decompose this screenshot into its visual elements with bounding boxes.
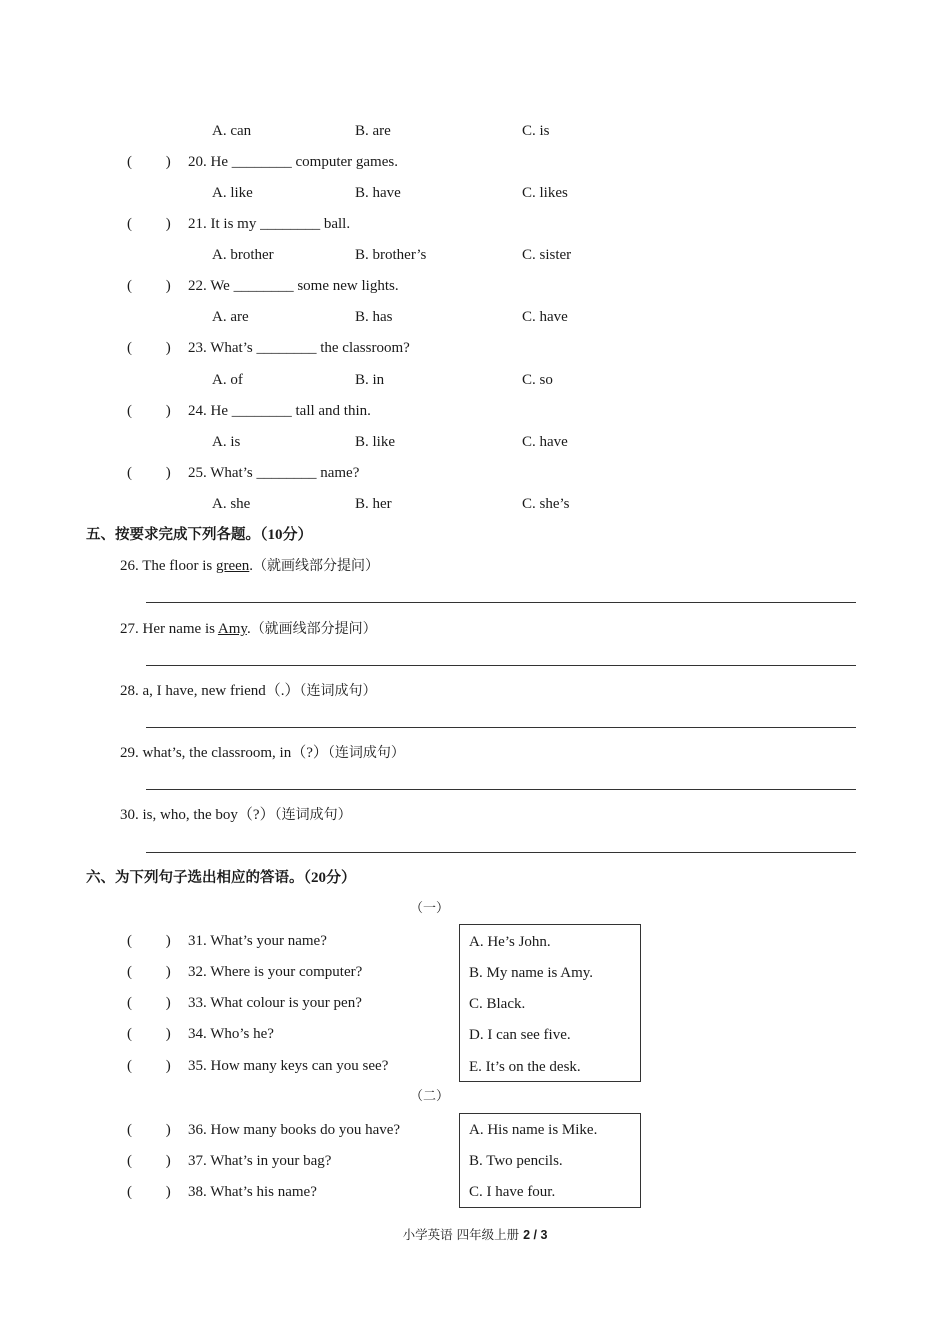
- question-35: 35. How many keys can you see?: [188, 1058, 389, 1074]
- answer-blank[interactable]: ( ): [127, 154, 171, 170]
- answer-blank[interactable]: ( ): [127, 216, 171, 232]
- answer-option-d: D. I can see five.: [469, 1027, 571, 1043]
- question-36: 36. How many books do you have?: [188, 1122, 401, 1138]
- answer-blank[interactable]: ( ): [127, 1184, 171, 1200]
- question-32: 32. Where is your computer?: [188, 964, 363, 980]
- answer-blank[interactable]: ( ): [127, 1058, 171, 1074]
- question-prompt: 22. We ________ some new lights.: [188, 278, 399, 294]
- option-a[interactable]: A. are: [212, 309, 249, 325]
- answer-blank[interactable]: ( ): [127, 340, 171, 356]
- option-b[interactable]: B. like: [355, 434, 395, 450]
- q27-punct: .: [246, 621, 251, 637]
- question-38: 38. What’s his name?: [188, 1184, 317, 1200]
- question-prompt: 21. It is my ________ ball.: [188, 216, 351, 232]
- q26-punct: .: [249, 558, 254, 574]
- answer-blank[interactable]: ( ): [127, 278, 171, 294]
- answer-blank[interactable]: ( ): [127, 465, 171, 481]
- answer-option-c: C. Black.: [469, 996, 526, 1012]
- option-c[interactable]: C. she’s: [522, 496, 570, 512]
- q30-text: 30. is, who, the boy（?）: [120, 807, 275, 823]
- q27-note: （就画线部分提问）: [250, 621, 377, 637]
- q29-note: （连词成句）: [327, 745, 405, 761]
- question-28: [120, 681, 377, 701]
- question-prompt: 23. What’s ________ the classroom?: [188, 340, 410, 356]
- group-1-label: （一）: [410, 901, 450, 916]
- question-27: [120, 619, 377, 639]
- answer-blank[interactable]: ( ): [127, 964, 171, 980]
- question-31: 31. What’s your name?: [188, 933, 327, 949]
- q27-underlined-word: Amy: [217, 621, 247, 637]
- question-prompt: 25. What’s ________ name?: [188, 465, 360, 481]
- q29-text: 29. what’s, the classroom, in（?）: [120, 745, 328, 761]
- answer-blank[interactable]: ( ): [127, 933, 171, 949]
- option-b[interactable]: B. has: [355, 309, 393, 325]
- group-1-answer-box: [459, 924, 641, 1082]
- section-6-title: 六、为下列句子选出相应的答语。: [86, 870, 304, 886]
- answer-line-27[interactable]: [146, 665, 856, 666]
- option-b[interactable]: B. brother’s: [355, 247, 427, 263]
- q28-text: 28. a, I have, new friend（.）: [120, 683, 300, 699]
- question-prompt: 20. He ________ computer games.: [188, 154, 398, 170]
- q26-text: 26. The floor is: [120, 558, 216, 574]
- option-c[interactable]: C. sister: [522, 247, 572, 263]
- section-5-heading: [86, 525, 313, 545]
- q30-note: （连词成句）: [274, 807, 352, 823]
- answer-line-30[interactable]: [146, 852, 856, 853]
- q19-option-b[interactable]: B. are: [355, 123, 391, 139]
- answer-blank[interactable]: ( ): [127, 1153, 171, 1169]
- answer-blank[interactable]: ( ): [127, 1026, 171, 1042]
- page-number: 2 / 3: [523, 1228, 548, 1242]
- answer-blank[interactable]: ( ): [127, 403, 171, 419]
- q28-note: （连词成句）: [299, 683, 377, 699]
- option-c[interactable]: C. have: [522, 434, 568, 450]
- answer-blank[interactable]: ( ): [127, 995, 171, 1011]
- option-a[interactable]: A. brother: [212, 247, 274, 263]
- question-26: [120, 556, 379, 576]
- option-c[interactable]: C. so: [522, 372, 553, 388]
- section-6-heading: [86, 868, 356, 888]
- q19-option-c[interactable]: C. is: [522, 123, 550, 139]
- option-a[interactable]: A. of: [212, 372, 243, 388]
- question-29: [120, 743, 405, 763]
- option-b[interactable]: B. have: [355, 185, 401, 201]
- option-c[interactable]: C. likes: [522, 185, 568, 201]
- question-33: 33. What colour is your pen?: [188, 995, 362, 1011]
- answer-option-c: C. I have four.: [469, 1184, 556, 1200]
- answer-option-e: E. It’s on the desk.: [469, 1059, 581, 1075]
- answer-line-26[interactable]: [146, 602, 856, 603]
- question-prompt: 24. He ________ tall and thin.: [188, 403, 371, 419]
- question-30: [120, 805, 352, 825]
- answer-blank[interactable]: ( ): [127, 1122, 171, 1138]
- answer-option-b: B. Two pencils.: [469, 1153, 563, 1169]
- option-b[interactable]: B. in: [355, 372, 385, 388]
- section-6-score: （20分）: [303, 870, 357, 886]
- question-37: 37. What’s in your bag?: [188, 1153, 332, 1169]
- answer-line-29[interactable]: [146, 789, 856, 790]
- option-a[interactable]: A. she: [212, 496, 251, 512]
- q19-option-a[interactable]: A. can: [212, 123, 252, 139]
- group-2-label: （二）: [410, 1089, 450, 1104]
- section-5-score: （10分）: [260, 527, 313, 543]
- q26-underlined-word: green: [215, 558, 250, 574]
- page-footer: [0, 1225, 950, 1245]
- answer-option-b: B. My name is Amy.: [469, 965, 594, 981]
- option-b[interactable]: B. her: [355, 496, 392, 512]
- footer-text: 小学英语 四年级上册: [402, 1227, 520, 1242]
- section-5-title: 五、按要求完成下列各题。: [86, 527, 260, 543]
- option-a[interactable]: A. is: [212, 434, 241, 450]
- question-34: 34. Who’s he?: [188, 1026, 274, 1042]
- answer-option-a: A. He’s John.: [469, 934, 551, 950]
- option-a[interactable]: A. like: [212, 185, 253, 201]
- answer-option-a: A. His name is Mike.: [469, 1122, 598, 1138]
- group-2-answer-box: [459, 1113, 641, 1208]
- option-c[interactable]: C. have: [522, 309, 568, 325]
- q27-text: 27. Her name is: [120, 621, 218, 637]
- q26-note: （就画线部分提问）: [253, 558, 380, 574]
- answer-line-28[interactable]: [146, 727, 856, 728]
